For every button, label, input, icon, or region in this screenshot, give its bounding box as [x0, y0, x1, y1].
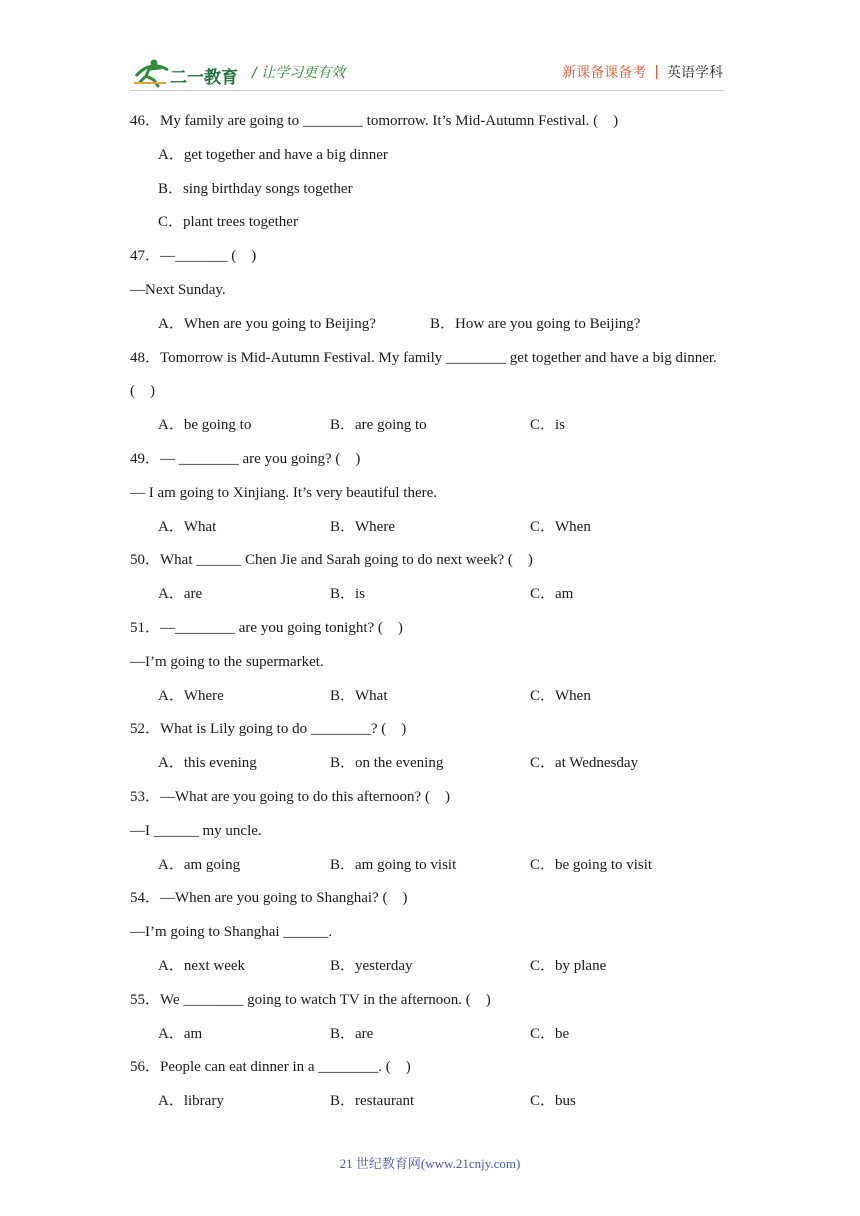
question-48-stem — [130, 342, 730, 376]
question-54-stem — [130, 882, 730, 916]
question-text: —When are you going to Shanghai? ( ) — [160, 890, 408, 907]
header-separator: | — [654, 64, 659, 80]
question-51-stem — [130, 612, 730, 646]
option-c: C．be — [530, 1025, 570, 1042]
question-50-stem — [130, 544, 730, 578]
question-55-stem — [130, 984, 730, 1018]
question-text: What ______ Chen Jie and Sarah going to do next week? ( ) — [160, 552, 533, 569]
dialog-line: —I’m going to Shanghai ______. — [130, 924, 333, 941]
options-row — [130, 1085, 730, 1119]
options-row — [130, 578, 730, 612]
header-tag: 新课备课备考 — [562, 65, 647, 81]
question-continuation: ( ) — [130, 383, 155, 400]
question-47-stem — [130, 240, 730, 274]
options-row — [130, 409, 730, 443]
option-a: A．What — [158, 518, 217, 535]
option-a: A．am going — [158, 856, 241, 873]
option-a: A．this evening — [158, 755, 257, 772]
option-c: C．When — [530, 518, 591, 535]
options-row — [130, 680, 730, 714]
question-list — [130, 105, 730, 1119]
question-number: 49． — [130, 450, 161, 467]
question-49-stem — [130, 443, 730, 477]
option-c: C．at Wednesday — [530, 755, 639, 772]
question-56-stem — [130, 1051, 730, 1085]
option-a: A．Where — [158, 687, 224, 704]
option-c: C．bus — [530, 1093, 576, 1110]
page-footer[interactable]: 21 世纪教育网(www.21cnjy.com) — [339, 1156, 521, 1171]
options-row — [130, 747, 730, 781]
question-52-stem — [130, 713, 730, 747]
page-header — [0, 0, 860, 100]
option-a: A．next week — [158, 957, 246, 974]
option-c: C．is — [530, 417, 566, 434]
options-row — [130, 511, 730, 545]
option-b: B．am going to visit — [330, 856, 457, 873]
question-number: 55． — [130, 991, 161, 1008]
question-number: 46． — [130, 113, 161, 129]
header-right — [562, 62, 723, 82]
dialog-line: — I am going to Xinjiang. It’s very beautiful there. — [130, 484, 438, 501]
question-text: Tomorrow is Mid-Autumn Festival. My family ________ get together and have a big dinner. — [160, 349, 717, 366]
option-c: C．by plane — [530, 957, 607, 974]
options-row — [130, 950, 730, 984]
option-b: B．How are you going to Beijing? — [430, 315, 641, 332]
dialog-line: —Next Sunday. — [130, 281, 226, 298]
question-text: What is Lily going to do ________? ( ) — [160, 721, 407, 738]
option-b: B．Where — [330, 518, 395, 535]
option-a: A．am — [158, 1025, 203, 1042]
question-53-stem — [130, 781, 730, 815]
option-a: A．library — [158, 1093, 224, 1110]
question-text: —_______ ( ) — [160, 248, 257, 265]
option-b: B．restaurant — [330, 1093, 415, 1110]
question-number: 50． — [130, 552, 161, 569]
option-b: B．What — [330, 687, 388, 704]
question-text: —________ are you going tonight? ( ) — [160, 619, 403, 636]
option-a: A．are — [158, 586, 203, 603]
question-46-stem — [130, 105, 730, 139]
question-text: People can eat dinner in a ________. ( ) — [160, 1059, 411, 1076]
option-a: A．get together and have a big dinner — [158, 146, 388, 163]
question-text: My family are going to ________ tomorrow. It’s Mid-Autumn Festival. ( ) — [160, 113, 619, 129]
option-b: B．is — [330, 586, 366, 603]
option-c: C．When — [530, 687, 591, 704]
options-row — [130, 849, 730, 883]
question-text: — ________ are you going? ( ) — [160, 450, 361, 467]
question-number: 56． — [130, 1059, 161, 1076]
option-b: B．sing birthday songs together — [158, 180, 353, 197]
option-c: C．be going to visit — [530, 856, 653, 873]
option-b: B．are — [330, 1025, 374, 1042]
option-c: C．plant trees together — [158, 214, 298, 231]
question-number: 51． — [130, 619, 161, 636]
header-subject: 英语学科 — [667, 65, 723, 81]
header-slogan: / 让学习更有效 — [252, 65, 346, 81]
options-row — [130, 308, 730, 342]
question-text: —What are you going to do this afternoon? ( ) — [160, 788, 450, 805]
question-number: 54． — [130, 890, 161, 907]
header-divider — [130, 90, 724, 91]
question-text: We ________ going to watch TV in the afternoon. ( ) — [160, 991, 491, 1008]
dialog-line: —I ______ my uncle. — [130, 822, 262, 839]
question-number: 53． — [130, 788, 161, 805]
question-number: 47． — [130, 248, 161, 265]
option-b: B．on the evening — [330, 755, 444, 772]
option-b: B．yesterday — [330, 957, 413, 974]
option-a: A．be going to — [158, 417, 252, 434]
option-b: B．are going to — [330, 417, 427, 434]
logo-text: 二一教育 — [170, 68, 238, 88]
option-c: C．am — [530, 586, 574, 603]
question-number: 48． — [130, 349, 161, 366]
options-row — [130, 1018, 730, 1052]
option-a: A．When are you going to Beijing? — [158, 315, 376, 332]
question-number: 52． — [130, 721, 161, 738]
dialog-line: —I’m going to the supermarket. — [130, 653, 324, 670]
